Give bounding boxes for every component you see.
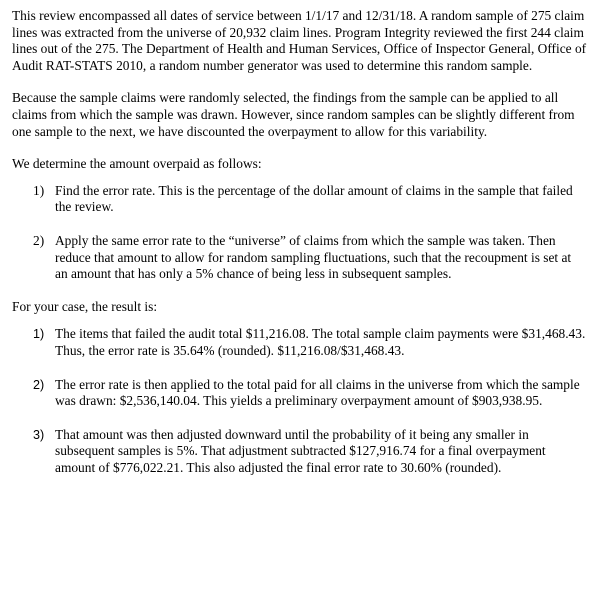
intro-paragraph: This review encompassed all dates of service between 1/1/17 and 12/31/18. A random sample of 275 claim lines was extracted from the universe of 20,932 claim lines. Program Integrity reviewed the first 244 claim lines out of the 275. The Department of Health and Human Services, Office of Inspector General, Office of Audit RAT-STATS 2010, a random number generator was used to determine this random sample. xyxy=(12,8,587,73)
case-steps-list xyxy=(12,326,587,476)
step-text: That amount was then adjusted downward until the probability of it being any smaller in subsequent samples is 5%. That adjustment subtracted $127,916.74 for a final overpayment amount of $776,022.21. This also adjusted the final error rate to 30.60% (rounded). xyxy=(55,426,546,475)
step-number: 2) xyxy=(33,377,45,392)
step-text: Find the error rate. This is the percentage of the dollar amount of claims in the sample that failed the review. xyxy=(55,182,573,215)
case-step xyxy=(12,326,587,359)
method-step xyxy=(12,183,587,216)
case-heading: For your case, the result is: xyxy=(12,298,158,314)
step-number: 2) xyxy=(33,232,45,248)
method-step xyxy=(12,233,587,283)
step-text: Apply the same error rate to the “universe” of claims from which the sample was taken. Then reduce that amount to allow for random sampling fluctuations, such that the recoupment is set at an amount that has only a 5% chance of being less in subsequent samples. xyxy=(55,232,572,282)
paragraph-gap xyxy=(12,283,587,299)
step-number: 1) xyxy=(33,327,45,342)
method-steps-list xyxy=(12,183,587,283)
step-number: 1) xyxy=(33,182,45,198)
step-text: The items that failed the audit total $11,216.08. The total sample claim payments were $31,468.43. Thus, the error rate is 35.64% (rounded). $11,216.08/$31,468.43. xyxy=(55,326,586,358)
case-step xyxy=(12,377,587,410)
paragraph-gap xyxy=(12,74,587,90)
step-number: 3) xyxy=(33,427,45,442)
sampling-paragraph: Because the sample claims were randomly selected, the findings from the sample can be applied to all claims from which the sample was drawn. However, since random samples can be slightly different from one sample to the next, we have discounted the overpayment to allow for this variability. xyxy=(12,90,575,139)
method-heading: We determine the amount overpaid as follows: xyxy=(12,156,262,172)
case-step xyxy=(12,427,587,477)
document-page xyxy=(12,8,587,476)
step-text: The error rate is then applied to the total paid for all claims in the universe from which the sample was drawn: $2,536,140.04. This yields a preliminary overpayment amount of $903,938.95. xyxy=(55,376,580,409)
paragraph-gap xyxy=(12,140,587,156)
